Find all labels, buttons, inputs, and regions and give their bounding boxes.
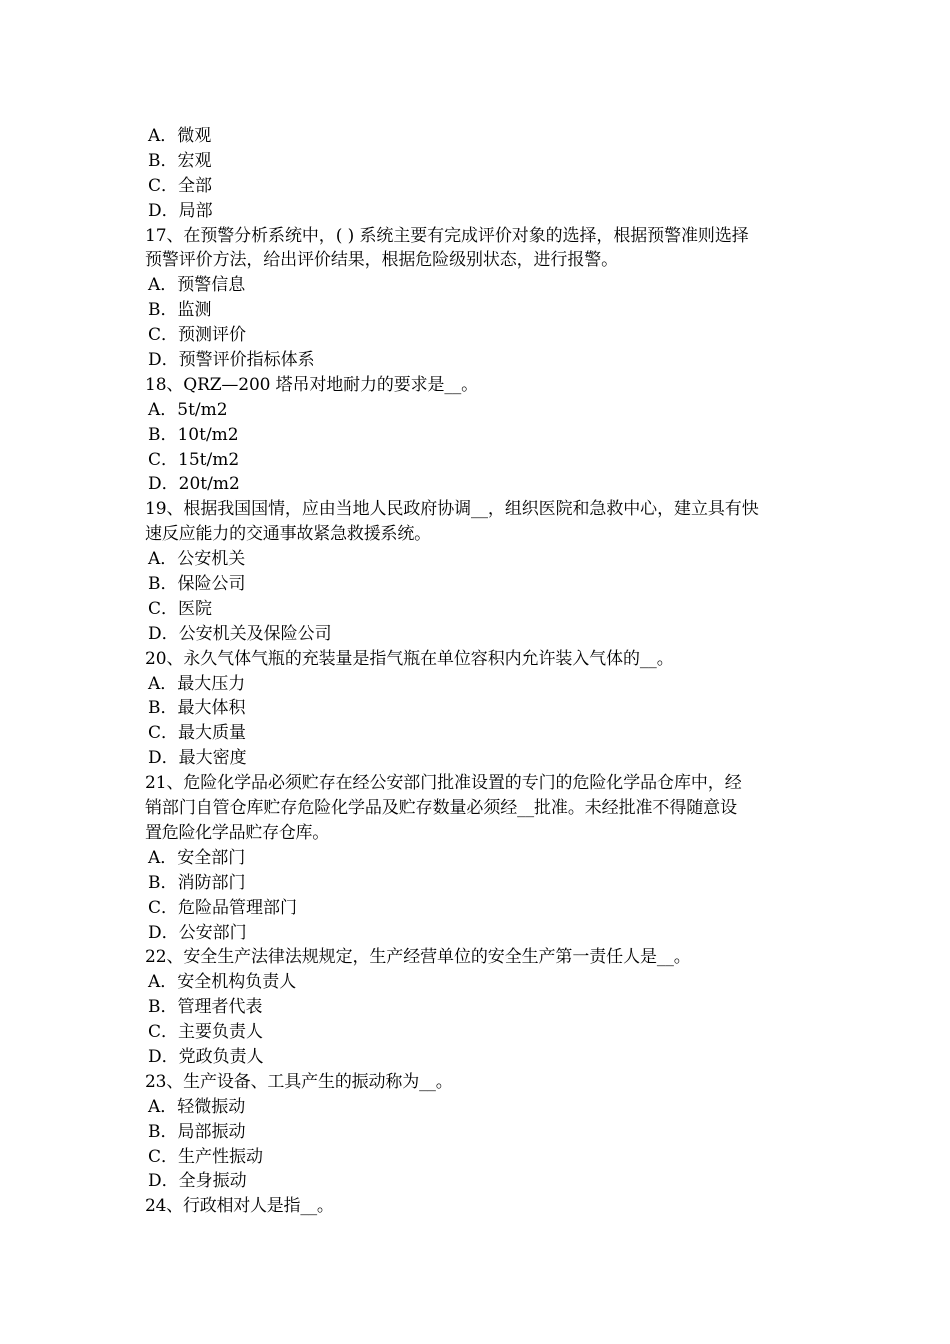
question-line: 置危险化学品贮存仓库。: [145, 822, 329, 843]
question-text: [145, 1070, 810, 1095]
question-line: 24、行政相对人是指__。: [145, 1196, 334, 1217]
answer-option: B．宏观: [148, 150, 212, 171]
answer-option: C．主要负责人: [148, 1022, 264, 1043]
answer-option: D．20t/m2: [148, 474, 240, 495]
answer-option: C．最大质量: [148, 723, 247, 744]
answer-option: B．10t/m2: [148, 424, 239, 445]
question-line: 速反应能力的交通事故紧急救援系统。: [145, 524, 432, 545]
answer-option: D．全身振动: [148, 1171, 247, 1192]
answer-option: B．最大体积: [148, 698, 246, 719]
answer-option: D．局部: [148, 200, 213, 221]
answer-option: A．安全部门: [148, 847, 246, 868]
answer-option: A．5t/m2: [148, 399, 228, 420]
answer-option: A．安全机构负责人: [148, 972, 297, 993]
question-text: [145, 647, 810, 672]
answer-option: A．公安机关: [148, 549, 246, 570]
answer-option: A．轻微振动: [148, 1096, 246, 1117]
answer-option: D．党政负责人: [148, 1046, 264, 1067]
question-text: [145, 945, 810, 970]
answer-option: A．最大压力: [148, 673, 246, 694]
answer-option: C．预测评价: [148, 325, 247, 346]
answer-option: C．全部: [148, 175, 213, 196]
question-line: 18、QRZ—200 塔吊对地耐力的要求是__。: [145, 374, 479, 395]
question-text: [145, 497, 810, 547]
answer-option: B．保险公司: [148, 574, 246, 595]
question-line: 19、根据我国国情，应由当地人民政府协调__，组织医院和急救中心，建立具有快: [145, 499, 759, 520]
document-page: [145, 124, 810, 1219]
answer-option: B．监测: [148, 300, 212, 321]
question-line: 20、永久气体气瓶的充装量是指气瓶在单位容积内允许装入气体的__。: [145, 648, 674, 669]
answer-option: D．公安部门: [148, 922, 247, 943]
answer-option: A．微观: [148, 126, 212, 146]
answer-option: B．局部振动: [148, 1121, 246, 1142]
question-line: 22、安全生产法律法规规定，生产经营单位的安全生产第一责任人是__。: [145, 947, 691, 968]
question-line: 17、在预警分析系统中，( ) 系统主要有完成评价对象的选择，根据预警准则选择: [145, 225, 749, 246]
answer-option: B．消防部门: [148, 872, 246, 893]
question-text: [145, 1194, 810, 1219]
question-text: [145, 373, 810, 398]
question-text: [145, 771, 810, 846]
answer-option: D．预警评价指标体系: [148, 350, 315, 371]
question-line: 预警评价方法，给出评价结果，根据危险级别状态，进行报警。: [145, 250, 619, 271]
question-line: 23、生产设备、工具产生的振动称为__。: [145, 1071, 453, 1092]
question-line: 销部门自管仓库贮存危险化学品及贮存数量必须经__批准。未经批准不得随意设: [145, 798, 738, 819]
answer-option: A．预警信息: [148, 275, 246, 296]
question-line: 21、危险化学品必须贮存在经公安部门批准设置的专门的危险化学品仓库中，经: [145, 773, 742, 794]
question-text: [145, 224, 810, 274]
answer-option: C．危险品管理部门: [148, 897, 298, 918]
answer-option: C．医院: [148, 598, 213, 619]
answer-option: D．最大密度: [148, 748, 247, 769]
answer-option: B．管理者代表: [148, 997, 263, 1018]
answer-option: C．15t/m2: [148, 449, 240, 470]
answer-option: D．公安机关及保险公司: [148, 623, 332, 644]
answer-option: C．生产性振动: [148, 1146, 264, 1167]
